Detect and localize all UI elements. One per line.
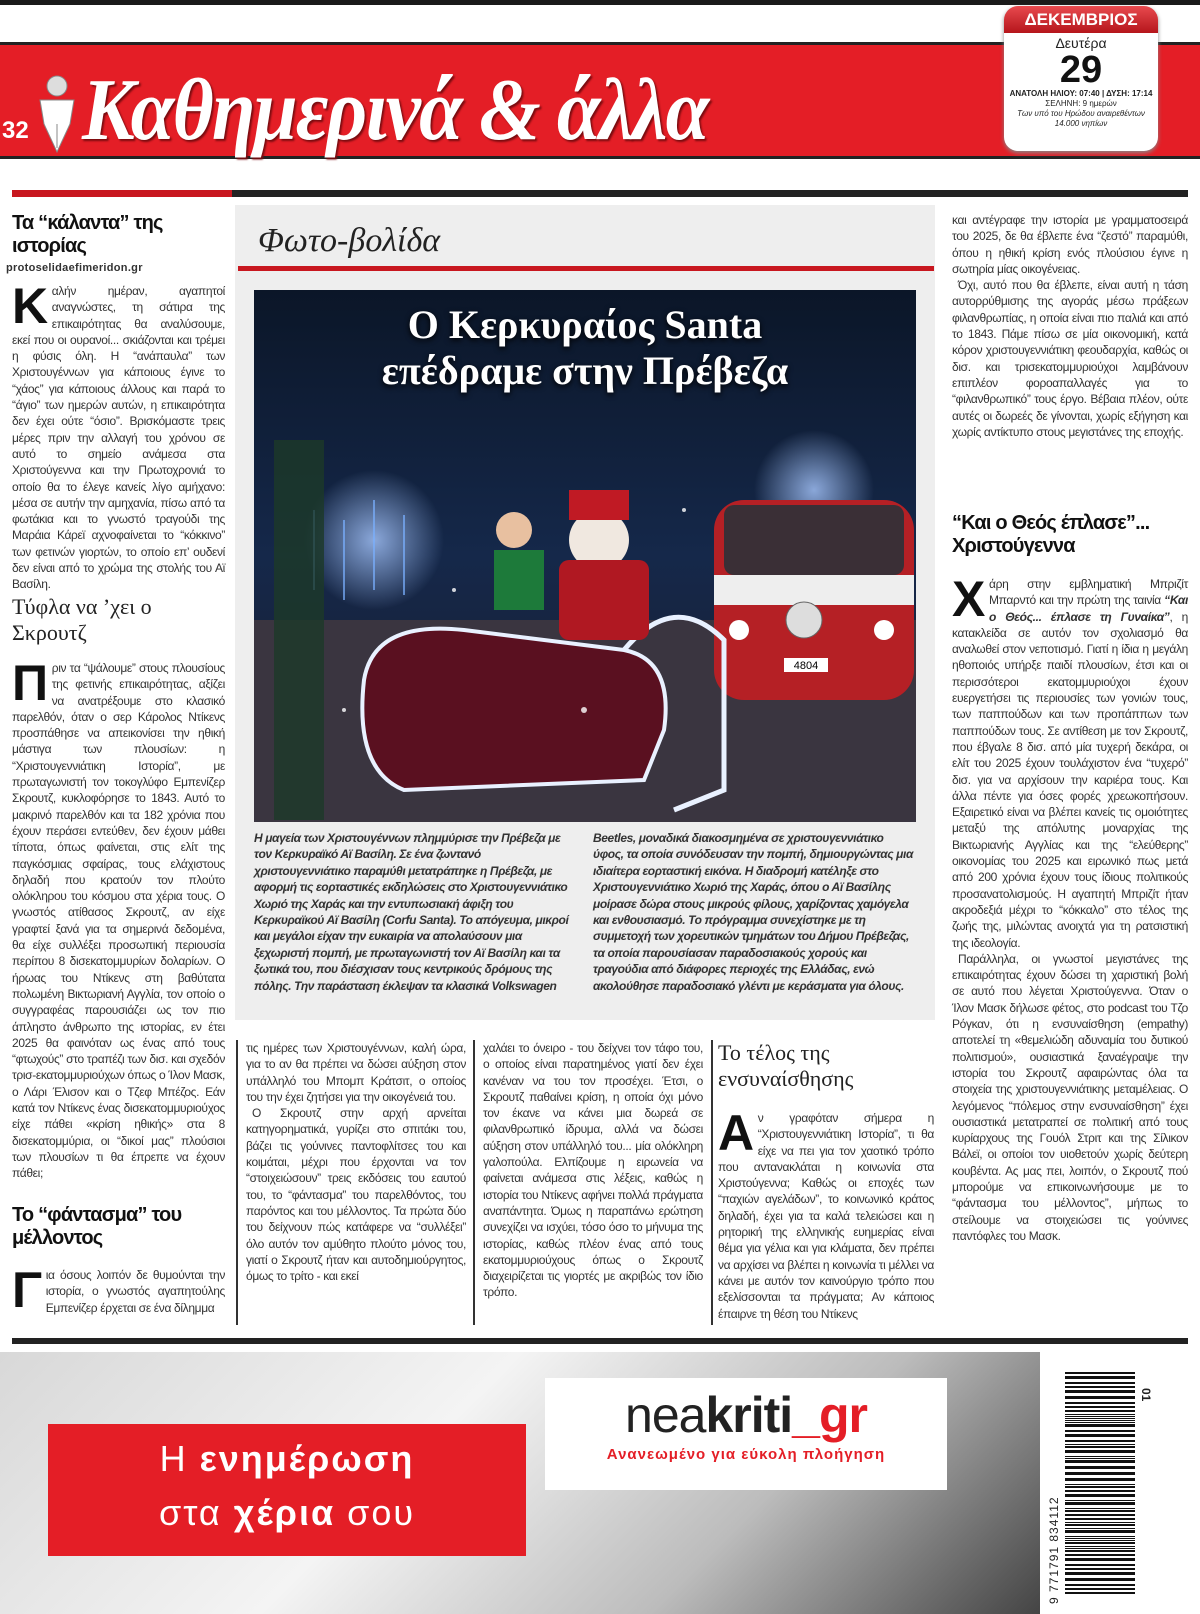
article-body-continued xyxy=(952,212,1188,492)
barcode-bar xyxy=(1065,1490,1135,1492)
barcode-bar xyxy=(1065,1540,1135,1541)
article-title: Το τέλος της ενσυναίσθησης xyxy=(718,1040,854,1091)
column-divider xyxy=(236,1040,238,1325)
barcode-bar xyxy=(1065,1494,1135,1497)
barcode-bar xyxy=(1065,1548,1135,1549)
article-body-continued xyxy=(483,1040,703,1325)
barcode-bar xyxy=(1065,1466,1135,1469)
film-title: “Και ο Θεός... έπλασε τη Γυναίκα” xyxy=(989,593,1188,624)
barcode-bar xyxy=(1065,1592,1135,1594)
paragraph: τις ημέρες των Χριστουγέννων, καλή ώρα, για το αν θα πρέπει να δώσει αύξηση στον υπάλληλό του Μπομπ Κράτσιτ, ο οποίος του την έχει ζητήσει για την οικογένειά του. xyxy=(246,1041,466,1104)
drop-cap: Π xyxy=(12,655,48,711)
barcode-bar xyxy=(1065,1546,1135,1547)
article-body xyxy=(12,278,225,592)
column-divider xyxy=(473,1040,475,1325)
saint-of-day-2: 14.000 νηπίων xyxy=(1054,119,1108,128)
article-body xyxy=(12,655,225,1190)
barcode-bar xyxy=(1065,1430,1135,1432)
barcode-bar xyxy=(1065,1444,1135,1445)
barcode-bar xyxy=(1065,1484,1135,1485)
barcode-bar xyxy=(1065,1572,1135,1575)
barcode-bar xyxy=(1065,1530,1135,1533)
top-rule xyxy=(0,0,1200,5)
photo-caption: Η μαγεία των Χριστουγέννων πλημμύρισε την Πρέβεζα με τον Κερκυραϊκό Αϊ Βασίλη. Σε ένα ζωντανό χριστουγεννιάτικο παραμύθι μετατράπηκε η Πρέβεζα, με αφορμή τις εορταστικές εκδηλώσεις στο Χριστουγεννιάτικο Χωριό της Χαράς και την εντυπωσιακή άφιξη του Κερκυραϊκού Αϊ Βασίλη (Corfu Santa). Το απόγευμα, μικροί και μεγάλοι είχαν την ευκαιρία να απολαύσουν μια ξεχωριστή πομπή, με πρωταγωνιστή τον Αϊ Βασίλη και τα ξωτικά του, που διέσχισαν τους κεντρικούς δρόμους της πόλης. Την παράσταση έκλεψαν τα κλασικά Volkswagen Beetles, μοναδικά διακοσμημένα σε χριστουγεννιάτικο ύφος, τα οποία συνόδευσαν την πομπή, δημιουργώντας μια ιδιαίτερα εορταστική εικόνα. Η διαδρομή κατέληξε στο Χριστουγεννιάτικο Χωριό της Χαράς, όπου ο Αϊ Βασίλης μοίρασε δώρα στους μικρούς φίλους, χαρίζοντας χαμόγελα και ενθουσιασμό. Το πρόγραμμα συνεχίστηκε με τη συμμετοχή των χορευτικών τμημάτων του Δήμου Πρέβεζας, τα οποία παρουσίασαν παραδοσιακούς χορούς και τραγούδια από διάφορες περιοχές της Ελλάδας, ενώ ακολούθησε παραδοσιακό γλέντι με κεράσματα για όλους. xyxy=(254,831,913,993)
calendar-weekday: Δευτέρα xyxy=(1055,35,1107,51)
kicker-rule xyxy=(238,266,934,271)
barcode-bar xyxy=(1065,1460,1135,1463)
section-title: Καθημερινά & άλλα xyxy=(82,62,708,159)
barcode-bar xyxy=(1065,1472,1135,1475)
barcode-bar xyxy=(1065,1518,1135,1520)
watermark: protoselidaefimeridon.gr xyxy=(6,262,143,274)
barcode-bar xyxy=(1065,1396,1135,1399)
paragraph: ν γραφόταν σήμερα η “Χριστουγεννιάτικη Ιστορία”, τι θα είχε να πει για τον χαοτικό τρόπο που αντανακλάται η κοινωνία στα Χριστούγεννα; Καθώς οι εποχές των “παχιών αγελάδων”, το κοινωνικό κράτος δηλαδή, έχει για τα καλά τελειώσει και η ρητορική της ελληνικής ευημερίας είναι θέμα για γέλια και για κλάματα, δεν πρέπει να αρχίσει να βλέπει η κοινωνία τι μέλλει να κάνει με αυτόν τον καινούργιο τρόπο που εξελίσσονται τα πράγματα; Αν κάποιος έπαιρνε τη θέση του Ντίκενς xyxy=(718,1111,934,1321)
ad-slogan-line-1: Η ενημέρωση xyxy=(159,1438,415,1479)
barcode-bar xyxy=(1065,1514,1135,1516)
barcode-bar xyxy=(1065,1416,1135,1417)
barcode-bar xyxy=(1065,1550,1135,1552)
article-title: Τύφλα να ’χει ο Σκρουτζ xyxy=(12,594,152,645)
article-title: Τα “κάλαντα” της ιστορίας xyxy=(12,212,163,257)
ad-tagline: Ανανεωμένο για εύκολη πλοήγηση xyxy=(606,1446,886,1463)
feature-kicker: Φωτο-βολίδα xyxy=(258,222,441,259)
barcode xyxy=(1045,1368,1163,1608)
barcode-bar xyxy=(1065,1390,1135,1393)
header-rule-accent xyxy=(12,190,232,197)
headline-line-1: Ο Κερκυραίος Santa xyxy=(407,302,763,347)
fountain-pen-logo-icon xyxy=(36,74,78,154)
barcode-bar xyxy=(1065,1420,1135,1421)
barcode-bar xyxy=(1065,1568,1135,1570)
barcode-number: 9 771791 834112 xyxy=(1047,1496,1061,1604)
barcode-bar xyxy=(1065,1554,1135,1556)
ad-slogan-line-2: στα χέρια σου xyxy=(158,1492,416,1533)
barcode-bar xyxy=(1065,1510,1135,1512)
paragraph: ριν τα “ψάλουμε” στους πλουσίους της φετινής επικαιρότητας, αξίζει να ανατρέξουμε στο κλασικό παρελθόν, όταν ο σερ Κάρολος Ντίκενς προσπάθησε να απεικονίσει την ηθική μάστιγα των πλουσίων: η “Χριστουγεννιάτικη Ιστορία”, με πρωταγωνιστή τον τοκογλύφο Εμπενίζερ Σκρουτζ, κυκλοφόρησε το 1843. Αυτό το μακρινό παρελθόν και τα 182 χρόνια που έχουν περάσει εντεύθεν, δεν έχουν μάθει τίποτα, όπως φαίνεται, στις ελίτ της παγκόσμιας σφαίρας, τους ελάχιστους δηλαδή που κρατούν τον πλούτο ολόκληρου του κόσμου στα χέρια τους. Ο γνωστός ατίθασος Σκρουτζ, αν είχε γραφτεί ξανά για τα σημερινά δεδομένα, θα είχε συλλέξει προσωπική περιουσία περίπου 8 δισεκατομμυρίων δολαρίων. Ο ήρωας του Ντίκενς στη βαθύτατα πολωμένη Βικτωριανή Αγγλία, τον οποίο ο συγγραφέας παρουσιάζει ως τον πιο άπληστο άνθρωπο της ιστορίας, εν έτει 2025 θα φαινόταν ως ένας από τους “φτωχούς” στο τραπέζι των δισ. και σχεδόν τρισ-εκατομμυριούχων όπως ο Ίλον Μασκ, ο Λάρι Έλισον και ο Τζεφ Μπέζος. Εάν κατά τον Ντίκενς ένας δισεκατομμυριούχος είχε πάθει «κρίση ηθικής» στα 8 δισεκατομμύρια, οι “δικοί μας” πλούσιοι των πλουσίων τι θα έπρεπε να έχουν πάθει; xyxy=(12,661,225,1181)
paragraph: αλήν ημέραν, αγαπητοί αναγνώστες, τη σάτιρα της επικαιρότητας θα αναλύσουμε, εκεί που οι ουρανοί... σκιάζονται και τρέμει η φύσις όλη. Η “ανάπαυλα” των Χριστουγέννων για κάποιους έγινε το “χάος” για κάποιους άλλους και παρά το “άγιο” των ημερών αυτών, η επικαιρότητα δεν έχει ούτε “όσιο”. Βρισκόμαστε τρεις μέρες πριν την αλλαγή του χρόνου σε αυτό το σημείο ανάμεσα στα Χριστούγεννα και την Πρωτοχρονιά το οποίο θα το έλεγε κανείς λίγο αμήχανο: μέσα σε αυτήν την αμηχανία, πίσω από τα φωτάκια και το γνωστό τραγούδι της Μαράια Κάρεϊ αχνοφαίνεται το “κόκκινο” των φετινών γιορτών, το οποίο επ’ ουδενί δεν είναι από το χρώμα της στολής του Αϊ Βασίλη. xyxy=(12,284,225,592)
page-number: 32 xyxy=(2,117,29,144)
barcode-bar xyxy=(1065,1478,1135,1481)
article-body xyxy=(718,1105,934,1325)
drop-cap: Χ xyxy=(952,571,985,627)
barcode-bar xyxy=(1065,1446,1135,1448)
barcode-bar xyxy=(1065,1418,1135,1419)
column-divider xyxy=(711,1040,713,1325)
barcode-bar xyxy=(1065,1584,1135,1586)
barcode-bar xyxy=(1065,1486,1135,1488)
barcode-bar xyxy=(1065,1422,1135,1423)
barcode-bar xyxy=(1065,1434,1135,1437)
ad-slogan-box xyxy=(48,1424,526,1556)
drop-cap: Κ xyxy=(12,278,48,334)
barcode-bar xyxy=(1065,1376,1135,1379)
barcode-bar xyxy=(1065,1528,1135,1529)
barcode-bar xyxy=(1065,1424,1135,1427)
barcode-bar xyxy=(1065,1502,1135,1505)
barcode-bars-icon xyxy=(1045,1368,1163,1608)
paragraph: άρη στην εμβληματική Μπριζίτ Μπαρντό και την πρώτη της ταινία xyxy=(989,577,1188,608)
paragraph: Όχι, αυτό που θα έβλεπε, είναι αυτή η τάση αυτορρύθμισης της αγοράς μέσω πράξεων φιλανθρωπίας, η οποία είναι πιο παλιά και από το 1843. Πάμε πίσω σε μία οικονομική, κατά κόρον χριστουγεννιάτικη φεουδαρχία, καθώς οι δισ. και τρισεκατομμυριούχοι λαμβάνουν επιπλέον φοροαπαλλαγές για το “φιλανθρωπικό” τους έργο. Βέβαια πλέον, ούτε αυτές οι δωρεές δε γίνονται, χωρίς εξήγηση και χωρίς αντίκτυπο στους μεγιστάνες της εποχής. xyxy=(952,278,1188,439)
barcode-bar xyxy=(1065,1372,1135,1374)
barcode-bar xyxy=(1065,1458,1135,1459)
barcode-bar xyxy=(1065,1558,1135,1561)
barcode-bar xyxy=(1065,1410,1135,1412)
paragraph: Ο Σκρουτζ στην αρχή αρνείται κατηγορηματικά, γυρίζει στο σπιτάκι του, βάζει τις γούνινες παντοφλίτσες του και κοιμάται, μέχρι που έρχονται να τον “στοιχειώσουν” τρεις εκδόσεις του εαυτού του, το “φάντασμα” του παρελθόντος, του παρόντος και του μέλλοντος. Τα πρώτα δύο του δείχνουν πώς κατάφερε να “συλλέξει” όλο αυτόν τον αμύθητο πλούτο μόνος του, γιατί ο Σκρουτζ ήταν και αυτοδημιούργητος, όμως το τρίτο - και εκεί xyxy=(246,1106,466,1284)
footer-rule xyxy=(12,1338,1188,1344)
saint-of-day: Των υπό του Ηρώδου αναιρεθέντων xyxy=(1017,109,1145,118)
feature-headline xyxy=(254,302,916,394)
moon-age: ΣΕΛΗΝΗ: 9 ημερών xyxy=(1045,99,1117,108)
paragraph: χαλάει το όνειρο - του δείχνει τον τάφο του, ο οποίος είναι παρατημένος γιατί δεν έχει κανέναν να του τον προσέχει. Έτσι, ο Σκρουτζ παθαίνει κρίση, η οποία όχι μόνο τον έκανε να κάνει μια δωρεά σε φιλανθρωπικό ίδρυμα, αλλά να δώσει αύξηση στον υπάλληλό του... μία ολόκληρη γαλοπούλα. Ελπίζουμε η ειρωνεία να φαίνεται ανάμεσα στις λέξεις, καθώς η ιστορία του Ντίκενς αφήνει πολλά πράγματα αναπάντητα. Όμως η παραπάνω ερώτηση συνεχίζει να ισχύει, τόσο όσο το μήνυμα της ιστορίας, καθώς πλέον ένας από τους εκατομμυριούχους όπως ο Σκρουτζ διαχειρίζεται τις γιορτές με ακριβώς τον ίδιο τρόπο. xyxy=(483,1041,703,1300)
barcode-bar xyxy=(1065,1542,1135,1544)
barcode-bar xyxy=(1065,1508,1135,1509)
barcode-bar xyxy=(1065,1386,1135,1388)
neakriti-advertisement[interactable] xyxy=(0,1352,1040,1614)
paragraph: , η κατακλείδα σε αυτόν τον σχολιασμό θα αναλωθεί στον νεποτισμό. Γιατί η ίδια η μεγάλη ηθοποιός υπήρξε παιδί πλουσίων, έτσι και οι περισσότεροι εκατομμυριούχοι έχουν ευεργετήσει τις περιουσίες των γονιών τους, των παππούδων και των προπάππων των παππούδων τους. Σε αντίθεση με τον Σκρουτζ, που έβγαλε 8 δισ. από μία τυχερή δεκάρα, οι ελίτ του 2025 έχουν τουλάχιστον ένα “τυχερό” δισ. για να αρχίσουν την καριέρα τους. Και άλλα πέντε για όσες φορές χρεωκοπήσουν. Εξαιρετικό είναι να βλέπει κανείς τις ομοιότητες μεταξύ της απόλυτης μοναρχίας της Βικτωριανής Αγγλίας και της “ελεύθερης” οικονομίας του 2025 και ειρωνικό πως μετά από 200 χρόνια έχουν τους ίδιους πολιτικούς προσανατολισμούς. Η αγαπητή Μπριζίτ ήταν ακροδεξιά μέχρι το “κόκκαλο” στο τέλος της ζωής της, μιλώντας ανοιχτά για τη ρατσιστική της ιδεολογία. xyxy=(952,609,1188,950)
barcode-bar xyxy=(1065,1522,1135,1523)
barcode-bar xyxy=(1065,1406,1135,1408)
barcode-bar xyxy=(1065,1500,1135,1501)
barcode-bar xyxy=(1065,1456,1135,1457)
sun-times: ΑΝΑΤΟΛΗ ΗΛΙΟΥ: 07:40 | ΔΥΣΗ: 17:14 xyxy=(1009,89,1153,98)
calendar-day: 29 xyxy=(1059,49,1103,91)
barcode-bar xyxy=(1065,1536,1135,1537)
barcode-bar xyxy=(1065,1440,1135,1442)
article-body xyxy=(12,1262,225,1319)
article-title: “Και ο Θεός έπλασε”... Χριστούγεννα xyxy=(952,512,1150,557)
paragraph: ια όσους λοιπόν δε θυμούνται την ιστορία, ο γνωστός αγαπητούλης Εμπενίζερ έρχεται σε ένα δίλημμα xyxy=(45,1268,225,1315)
barcode-bar xyxy=(1065,1564,1135,1566)
barcode-bar xyxy=(1065,1578,1135,1581)
barcode-bar xyxy=(1065,1524,1135,1526)
barcode-bar xyxy=(1065,1402,1135,1404)
barcode-bar xyxy=(1065,1382,1135,1384)
barcode-bar xyxy=(1065,1588,1135,1590)
drop-cap: Α xyxy=(718,1105,754,1161)
paragraph: Παράλληλα, οι γνωστοί μεγιστάνες της επικαιρότητας έχουν δώσει τη χαριστική βολή σε αυτό που λέγεται Χριστούγεννα. Όταν ο Ίλον Μασκ δήλωσε φέτος, στο podcast του Τζο Ρόγκαν, ότι η ενσυναίσθηση (empathy) αποτελεί τη «θεμελιώδη αδυναμία του δυτικού πολιτισμού», ουσιαστικά ξαναέγραψε την ιστορία του Σκρουτζ αφαιρώντας όλα τα στοιχεία της χριστουγεννιάτικης μεταμέλειας. Ο λεγόμενος “πόλεμος στην ενσυναίσθηση” έχει ουσιαστικά μετατραπεί σε πολιτική από τους κυρίαρχους της Γουόλ Στριτ και της Σίλικον Βάλεϊ, οι οποίοι τον υιοθετούν χωρίς δεύτερη κουβέντα. Ας μας πει, λοιπόν, ο Σκρουτζ πού μπορούμε να επικοινωνήσουμε με το “φάντασμα του μέλλοντος”, μήπως το στείλουμε να στοιχειώσει τις γούνινες παντόφλες του Μασκ. xyxy=(952,951,1188,1243)
issue-code: 01 xyxy=(1139,1388,1153,1402)
headline-line-2: επέδραμε στην Πρέβεζα xyxy=(381,348,789,393)
article-title: Το “φάντασμα” του μέλλοντος xyxy=(12,1204,182,1249)
barcode-bar xyxy=(1065,1414,1135,1415)
barcode-bar xyxy=(1065,1538,1135,1539)
drop-cap: Γ xyxy=(12,1262,42,1318)
paragraph: και αντέγραφε την ιστορία με γραμματοσειρά του 2025, δε θα έβλεπε ένα “ζεστό” παραμύθι, όπου η ηθική κρίση ενός πλούσιου έγινε η σωτηρία μίας οικογένειας. xyxy=(952,213,1188,276)
bus-plate: 4804 xyxy=(793,660,819,672)
article-body xyxy=(952,571,1188,1324)
calendar-box xyxy=(1004,6,1158,151)
neakriti-logo: neakriti_gr Ανανεωμένο για εύκολη πλοήγηση xyxy=(545,1378,947,1490)
calendar-month: ΔΕΚΕΜΒΡΙΟΣ xyxy=(1004,6,1158,33)
barcode-bar xyxy=(1065,1450,1135,1453)
vw-bus xyxy=(714,500,914,700)
article-body-continued xyxy=(246,1040,466,1325)
